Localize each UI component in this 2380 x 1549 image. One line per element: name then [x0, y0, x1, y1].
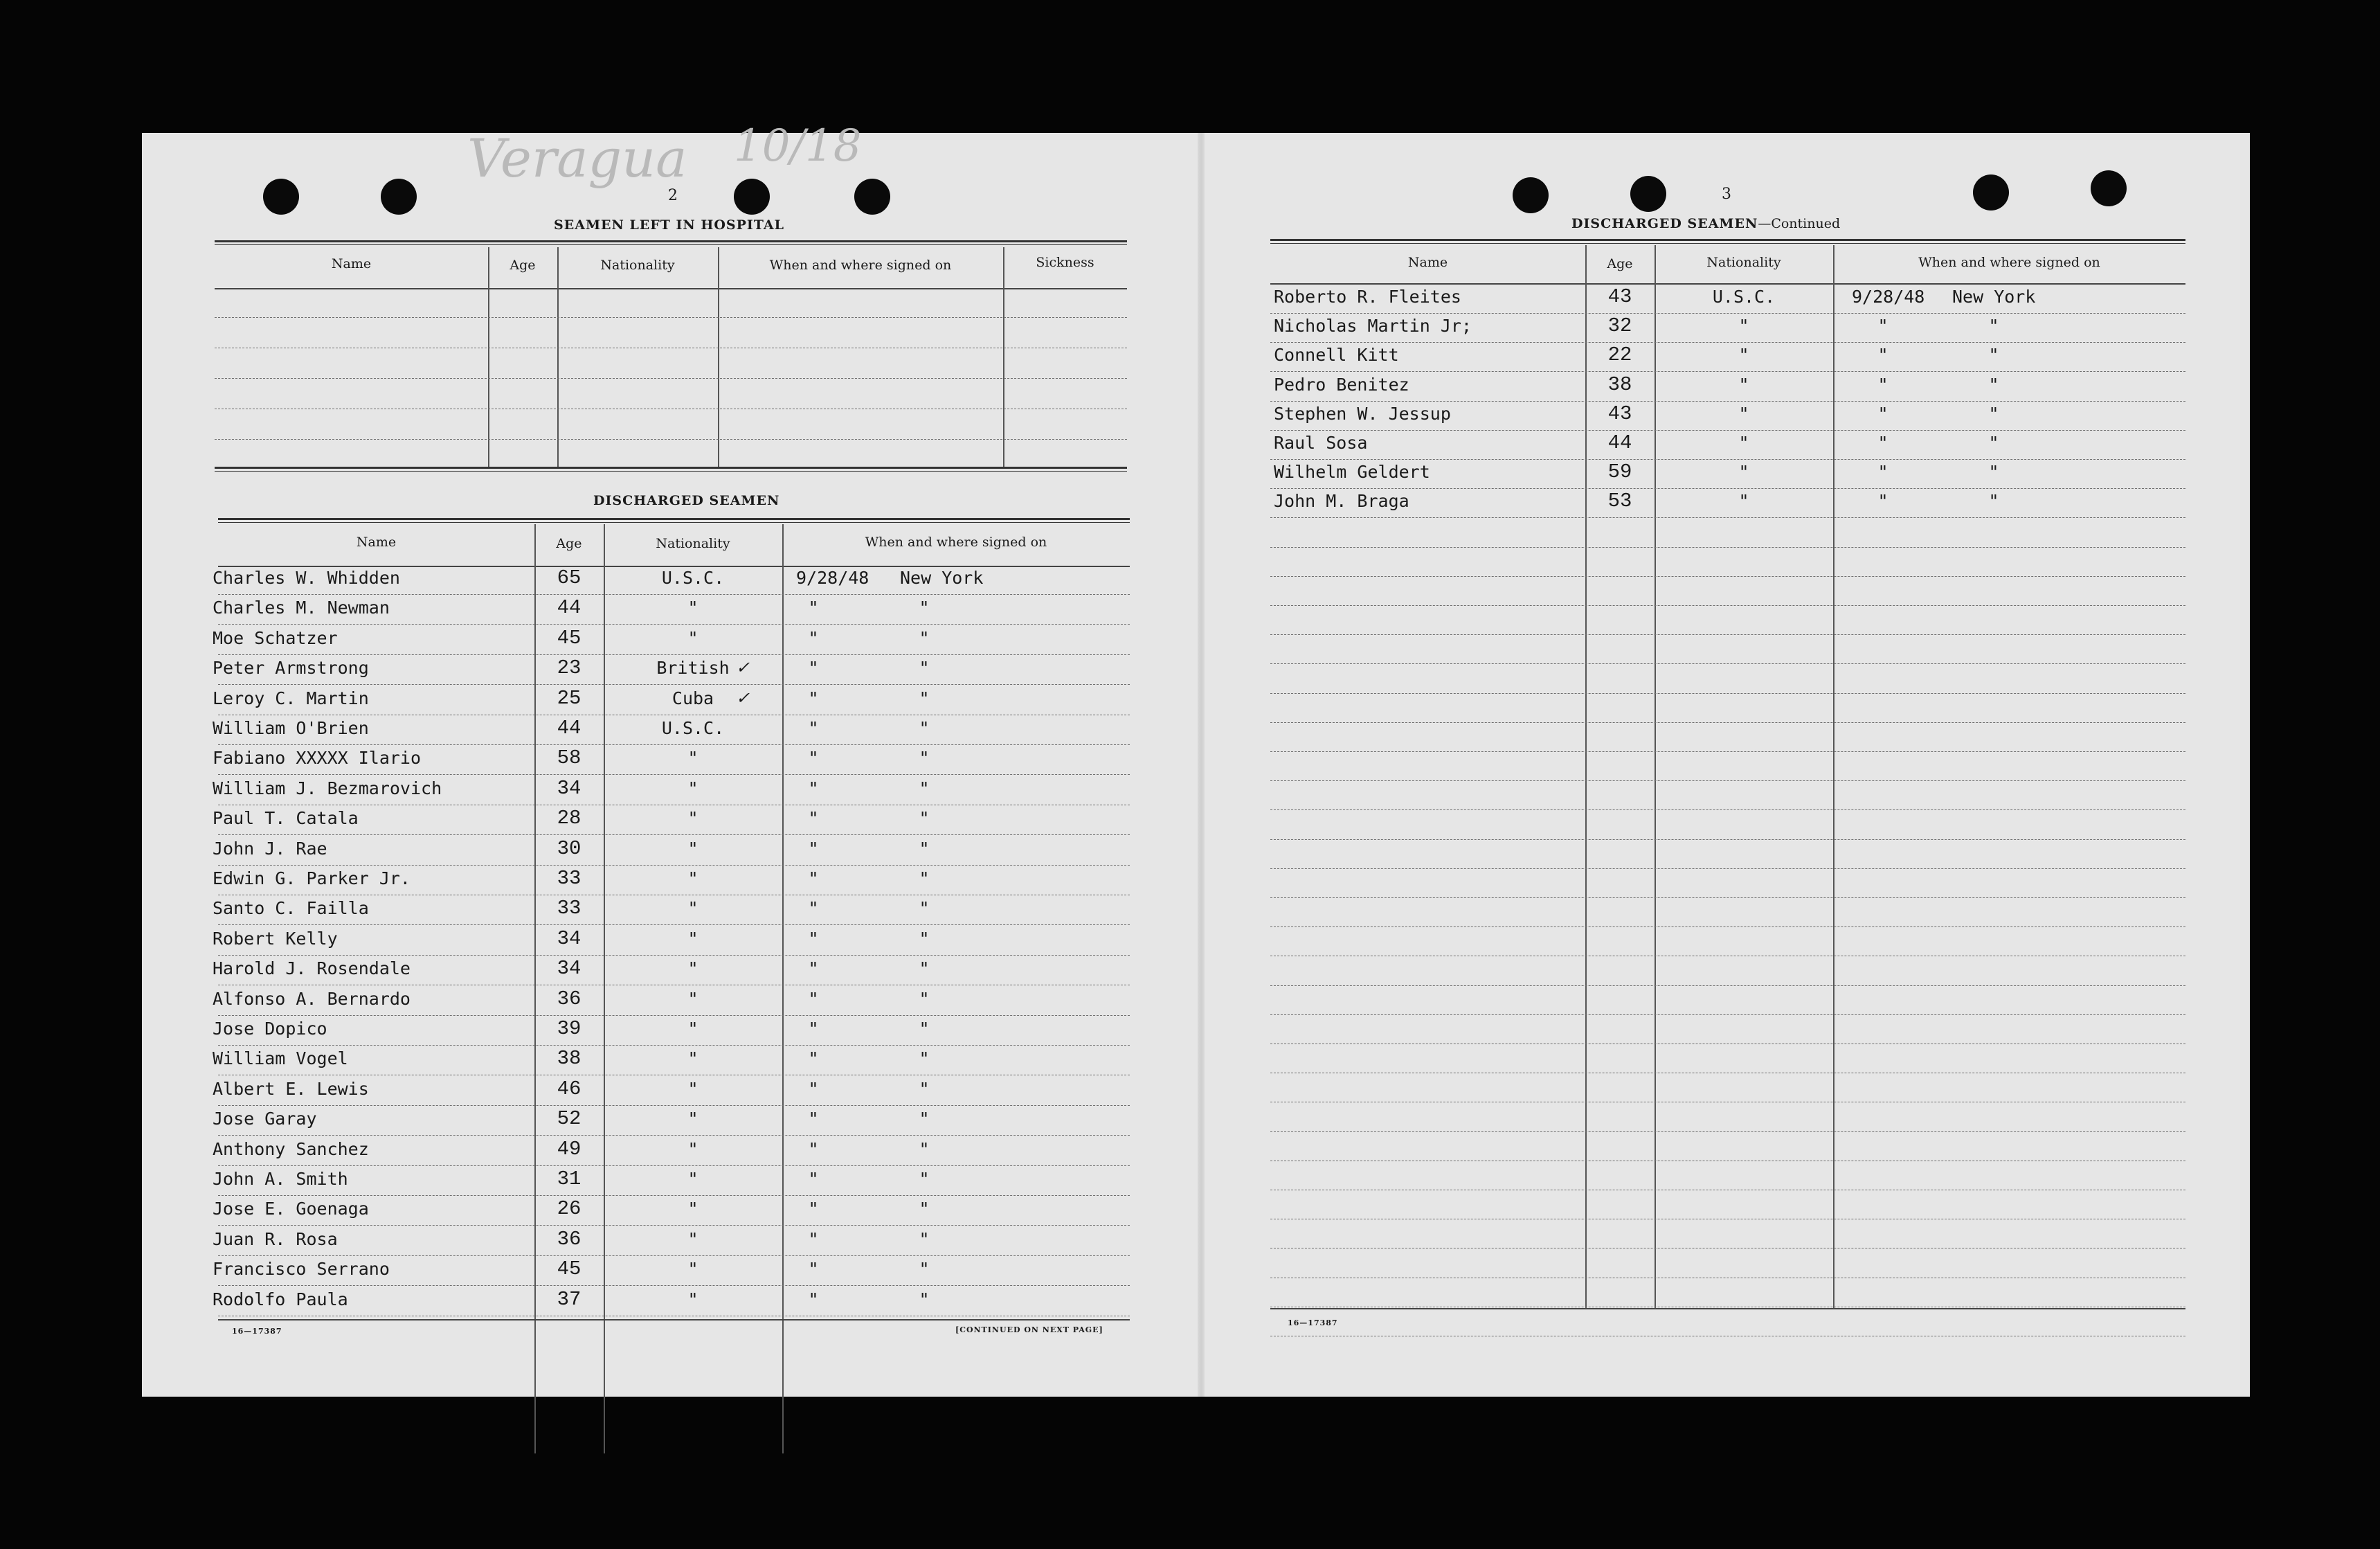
hospital-section-title: SEAMEN LEFT IN HOSPITAL: [554, 217, 784, 233]
signed-on-place: ": [1988, 374, 1999, 395]
signed-on-date: ": [808, 1138, 819, 1159]
signed-on-place: ": [919, 1109, 930, 1129]
seaman-name: Alfonso A. Bernardo: [213, 988, 411, 1009]
seaman-age: 36: [557, 987, 582, 1010]
signed-on-place: ": [919, 688, 930, 708]
signed-on-place: ": [1988, 491, 1999, 512]
hospital-col-nationality: Nationality: [600, 258, 675, 273]
seaman-age: 59: [1607, 460, 1632, 484]
row-rule: [218, 594, 1130, 595]
form-number-left: 16—17387: [232, 1327, 282, 1336]
signed-on-date: ": [808, 1259, 819, 1280]
row-rule: [218, 1165, 1130, 1166]
seaman-age: 49: [557, 1137, 582, 1161]
seaman-nationality: U.S.C.: [661, 718, 725, 738]
seaman-nationality: ": [687, 1078, 698, 1099]
seaman-nationality: ": [687, 868, 698, 888]
row-rule: [218, 1225, 1130, 1226]
seaman-age: 22: [1607, 343, 1632, 367]
signed-on-date: ": [808, 627, 819, 648]
seaman-name: Raul Sosa: [1274, 433, 1368, 453]
signed-on-date: ": [1877, 433, 1888, 453]
seaman-nationality: ": [1738, 491, 1749, 512]
seaman-nationality: U.S.C.: [661, 568, 725, 588]
seaman-name: Peter Armstrong: [213, 658, 369, 679]
row-rule: [218, 1255, 1130, 1256]
seaman-age: 45: [557, 1257, 582, 1281]
document-paper: [142, 120, 2250, 1397]
row-rule: [1270, 576, 2185, 577]
seaman-age: 38: [557, 1047, 582, 1071]
hospital-table-bottom-rule: [215, 467, 1127, 472]
row-rule: [1270, 897, 2185, 898]
seaman-nationality: ": [687, 958, 698, 979]
hospital-col-sickness: Sickness: [1036, 255, 1094, 270]
hospital-col-age: Age: [510, 258, 536, 273]
continued-col-signed-on: When and where signed on: [1918, 255, 2100, 270]
signed-on-place: ": [919, 808, 930, 829]
seaman-age: 34: [557, 776, 582, 800]
seaman-name: John M. Braga: [1274, 491, 1409, 512]
row-rule: [218, 654, 1130, 655]
seaman-age: 44: [557, 717, 582, 740]
signed-on-place: ": [919, 958, 930, 979]
seaman-nationality: ": [687, 1289, 698, 1309]
discharged-col-signed-on: When and where signed on: [865, 535, 1047, 550]
discharged-table-top-rule: [218, 518, 1130, 523]
signed-on-date: ": [808, 598, 819, 618]
discharged-col-age: Age: [556, 536, 582, 551]
signed-on-place: ": [1988, 403, 1999, 424]
seaman-nationality: ": [687, 928, 698, 949]
row-rule: [218, 865, 1130, 866]
seaman-nationality: ": [687, 1048, 698, 1069]
seaman-nationality: ": [687, 1199, 698, 1219]
seaman-age: 28: [557, 807, 582, 830]
seaman-name: Nicholas Martin Jr;: [1274, 316, 1472, 337]
row-rule: [1270, 868, 2185, 869]
punch-hole: [381, 179, 417, 215]
seaman-nationality: ": [687, 808, 698, 829]
hospital-table-top-rule: [215, 240, 1127, 245]
punch-hole: [2091, 170, 2127, 206]
punch-hole: [734, 179, 770, 215]
seaman-nationality: ": [687, 1259, 698, 1280]
signed-on-date: ": [808, 898, 819, 919]
continued-title-main: DISCHARGED SEAMEN: [1571, 216, 1758, 231]
page-fold: [1198, 133, 1205, 1397]
signed-on-date: ": [808, 778, 819, 798]
signed-on-date: ": [808, 688, 819, 708]
signed-on-date: ": [808, 988, 819, 1009]
row-rule: [218, 624, 1130, 625]
hospital-blank-row: [215, 317, 1127, 318]
row-rule: [1270, 1131, 2185, 1132]
signed-on-place: ": [1988, 433, 1999, 453]
seaman-name: Stephen W. Jessup: [1274, 403, 1451, 424]
seaman-name: Charles W. Whidden: [213, 568, 400, 588]
signed-on-place: ": [919, 988, 930, 1009]
signed-on-place: ": [1988, 462, 1999, 483]
row-rule: [1270, 1014, 2185, 1015]
signed-on-place: ": [919, 1199, 930, 1219]
row-rule: [218, 744, 1130, 745]
continued-col-name: Name: [1407, 255, 1448, 270]
seaman-name: Anthony Sanchez: [213, 1138, 369, 1159]
seaman-age: 31: [557, 1167, 582, 1190]
row-rule: [218, 684, 1130, 685]
row-rule: [218, 1015, 1130, 1016]
seaman-nationality: ": [687, 1228, 698, 1249]
seaman-age: 23: [557, 656, 582, 680]
row-rule: [1270, 401, 2185, 402]
row-rule: [1270, 342, 2185, 343]
seaman-name: Moe Schatzer: [213, 627, 338, 648]
row-rule: [1270, 985, 2185, 986]
row-rule: [1270, 430, 2185, 431]
row-rule: [1270, 809, 2185, 810]
seaman-nationality: ": [687, 988, 698, 1009]
row-rule: [218, 924, 1130, 925]
signed-on-place: ": [919, 1289, 930, 1309]
seaman-nationality: ": [1738, 374, 1749, 395]
signed-on-place: ": [919, 718, 930, 738]
seaman-age: 34: [557, 957, 582, 981]
seaman-age: 58: [557, 746, 582, 770]
seaman-age: 52: [557, 1107, 582, 1131]
seaman-name: William O'Brien: [213, 718, 369, 738]
signed-on-date: 9/28/48: [796, 568, 869, 588]
signed-on-date: ": [808, 658, 819, 679]
signed-on-place: ": [919, 838, 930, 859]
signed-on-place: ": [1988, 345, 1999, 366]
seaman-age: 46: [557, 1077, 582, 1100]
row-rule: [1270, 663, 2185, 664]
signed-on-place: ": [919, 1169, 930, 1189]
hospital-blank-row: [215, 378, 1127, 379]
seaman-nationality: ": [1738, 403, 1749, 424]
seaman-name: Paul T. Catala: [213, 808, 359, 829]
seaman-age: 32: [1607, 314, 1632, 338]
page-number-right: 3: [1722, 186, 1731, 203]
signed-on-date: ": [808, 1019, 819, 1039]
punch-hole: [854, 179, 890, 215]
signed-on-date: ": [808, 838, 819, 859]
seaman-name: Jose Garay: [213, 1109, 317, 1129]
seaman-name: Harold J. Rosendale: [213, 958, 411, 979]
signed-on-date: ": [1877, 345, 1888, 366]
signed-on-date: ": [1877, 403, 1888, 424]
signed-on-date: ": [808, 1048, 819, 1069]
seaman-nationality: ": [687, 898, 698, 919]
seaman-nationality: ": [687, 1109, 698, 1129]
seaman-nationality: ": [687, 1169, 698, 1189]
seaman-name: John J. Rae: [213, 838, 327, 859]
hospital-col-divider: [718, 247, 719, 469]
seaman-name: William J. Bezmarovich: [213, 778, 442, 798]
signed-on-date: ": [808, 808, 819, 829]
signed-on-date: ": [808, 1289, 819, 1309]
continued-header-rule: [1270, 283, 2185, 285]
seaman-nationality: ": [687, 838, 698, 859]
form-number-right: 16—17387: [1288, 1318, 1338, 1327]
seaman-nationality: ": [687, 598, 698, 618]
row-rule: [218, 834, 1130, 835]
signed-on-place: ": [919, 1048, 930, 1069]
seaman-nationality: ": [687, 778, 698, 798]
seaman-age: 45: [557, 626, 582, 650]
seaman-age: 26: [557, 1197, 582, 1221]
seaman-nationality: ": [687, 748, 698, 769]
row-rule: [218, 1135, 1130, 1136]
row-rule: [1270, 605, 2185, 606]
row-rule: [1270, 517, 2185, 518]
row-rule: [1270, 693, 2185, 694]
seaman-nationality: British: [656, 658, 730, 679]
row-rule: [1270, 751, 2185, 752]
row-rule: [1270, 839, 2185, 840]
seaman-nationality: U.S.C.: [1712, 287, 1776, 307]
row-rule: [218, 774, 1130, 775]
seaman-name: Robert Kelly: [213, 928, 338, 949]
seaman-name: Francisco Serrano: [213, 1259, 390, 1280]
continued-note: [CONTINUED ON NEXT PAGE]: [955, 1325, 1103, 1334]
hospital-col-signed-on: When and where signed on: [769, 258, 952, 273]
continued-title-suffix: —Continued: [1758, 216, 1841, 231]
check-mark: ✓: [736, 688, 750, 708]
seaman-nationality: ": [687, 1019, 698, 1039]
seaman-nationality: ": [687, 627, 698, 648]
continued-col-nationality: Nationality: [1706, 255, 1781, 270]
handwritten-ship-name: Veragua: [467, 127, 687, 189]
seaman-nationality: Cuba: [671, 688, 714, 708]
hospital-col-divider: [488, 247, 489, 469]
signed-on-date: ": [808, 1078, 819, 1099]
seaman-age: 44: [557, 596, 582, 620]
seaman-age: 37: [557, 1287, 582, 1311]
signed-on-place: ": [919, 627, 930, 648]
continued-col-divider: [1833, 245, 1834, 1308]
signed-on-place: New York: [1952, 287, 2036, 307]
seaman-name: Roberto R. Fleites: [1274, 287, 1461, 307]
continued-table-top-rule: [1270, 239, 2185, 244]
seaman-name: Santo C. Failla: [213, 898, 369, 919]
seaman-name: Rodolfo Paula: [213, 1289, 348, 1309]
check-mark: ✓: [736, 658, 750, 678]
punch-hole: [1630, 176, 1666, 212]
signed-on-date: ": [808, 958, 819, 979]
signed-on-place: ": [919, 898, 930, 919]
seaman-age: 43: [1607, 402, 1632, 425]
seaman-name: William Vogel: [213, 1048, 348, 1069]
discharged-table-bottom-rule: [218, 1319, 1130, 1320]
seaman-name: Fabiano XXXXX Ilario: [213, 748, 422, 769]
discharged-header-rule: [218, 566, 1130, 567]
row-rule: [218, 1045, 1130, 1046]
seaman-name: Leroy C. Martin: [213, 688, 369, 708]
continued-section-title: [1571, 216, 1840, 231]
signed-on-date: ": [808, 928, 819, 949]
row-rule: [1270, 488, 2185, 489]
row-rule: [1270, 722, 2185, 723]
seaman-name: Wilhelm Geldert: [1274, 462, 1430, 483]
hospital-blank-row: [215, 439, 1127, 440]
signed-on-date: ": [808, 868, 819, 888]
handwritten-date: 10/18: [734, 120, 862, 172]
punch-hole: [1973, 174, 2009, 211]
signed-on-place: ": [919, 1259, 930, 1280]
hospital-col-name: Name: [331, 256, 372, 271]
seaman-age: 65: [557, 566, 582, 589]
discharged-section-title: DISCHARGED SEAMEN: [593, 493, 780, 508]
signed-on-place: ": [919, 748, 930, 769]
page-number-left: 2: [668, 187, 678, 204]
punch-hole: [1513, 177, 1549, 213]
seaman-nationality: ": [1738, 316, 1749, 337]
seaman-nationality: ": [1738, 345, 1749, 366]
signed-on-place: ": [919, 1078, 930, 1099]
punch-hole: [263, 179, 299, 215]
signed-on-date: ": [1877, 491, 1888, 512]
hospital-col-divider: [557, 247, 559, 469]
discharged-col-nationality: Nationality: [656, 536, 730, 551]
hospital-col-divider: [1003, 247, 1004, 469]
continued-col-age: Age: [1607, 256, 1633, 271]
hospital-header-rule: [215, 288, 1127, 289]
seaman-age: 44: [1607, 431, 1632, 454]
signed-on-place: ": [1988, 316, 1999, 337]
signed-on-place: ": [919, 1019, 930, 1039]
row-rule: [1270, 313, 2185, 314]
seaman-name: Jose Dopico: [213, 1019, 327, 1039]
seaman-name: Albert E. Lewis: [213, 1078, 369, 1099]
row-rule: [1270, 780, 2185, 781]
signed-on-date: ": [808, 718, 819, 738]
signed-on-date: ": [808, 1169, 819, 1189]
discharged-col-divider: [782, 524, 784, 1453]
seaman-name: Connell Kitt: [1274, 345, 1399, 366]
row-rule: [218, 955, 1130, 956]
seaman-age: 43: [1607, 285, 1632, 308]
seaman-age: 33: [557, 897, 582, 920]
row-rule: [1270, 371, 2185, 372]
signed-on-date: 9/28/48: [1852, 287, 1925, 307]
signed-on-date: ": [808, 1109, 819, 1129]
signed-on-date: ": [1877, 316, 1888, 337]
seaman-age: 30: [557, 836, 582, 860]
signed-on-date: ": [1877, 462, 1888, 483]
seaman-name: Pedro Benitez: [1274, 374, 1409, 395]
seaman-name: Juan R. Rosa: [213, 1228, 338, 1249]
seaman-age: 25: [557, 686, 582, 710]
seaman-age: 34: [557, 926, 582, 950]
seaman-age: 53: [1607, 490, 1632, 513]
seaman-age: 39: [557, 1017, 582, 1040]
row-rule: [218, 1195, 1130, 1196]
signed-on-place: New York: [900, 568, 984, 588]
seaman-age: 36: [557, 1227, 582, 1251]
signed-on-date: ": [808, 1228, 819, 1249]
signed-on-place: ": [919, 868, 930, 888]
seaman-name: Charles M. Newman: [213, 598, 390, 618]
seaman-nationality: ": [687, 1138, 698, 1159]
seaman-age: 33: [557, 867, 582, 890]
row-rule: [218, 1105, 1130, 1106]
continued-table-bottom-rule: [1270, 1308, 2185, 1309]
row-rule: [1270, 459, 2185, 460]
row-rule: [1270, 926, 2185, 927]
signed-on-place: ": [919, 778, 930, 798]
seaman-age: 38: [1607, 373, 1632, 396]
seaman-name: John A. Smith: [213, 1169, 348, 1189]
seaman-nationality: ": [1738, 433, 1749, 453]
signed-on-place: ": [919, 1138, 930, 1159]
signed-on-place: ": [919, 658, 930, 679]
signed-on-date: ": [808, 1199, 819, 1219]
discharged-col-name: Name: [356, 535, 397, 550]
seaman-name: Jose E. Goenaga: [213, 1199, 369, 1219]
row-rule: [1270, 547, 2185, 548]
row-rule: [218, 1285, 1130, 1286]
signed-on-date: ": [1877, 374, 1888, 395]
seaman-nationality: ": [1738, 462, 1749, 483]
row-rule: [1270, 634, 2185, 635]
signed-on-date: ": [808, 748, 819, 769]
signed-on-place: ": [919, 928, 930, 949]
signed-on-place: ": [919, 1228, 930, 1249]
seaman-name: Edwin G. Parker Jr.: [213, 868, 411, 888]
signed-on-place: ": [919, 598, 930, 618]
